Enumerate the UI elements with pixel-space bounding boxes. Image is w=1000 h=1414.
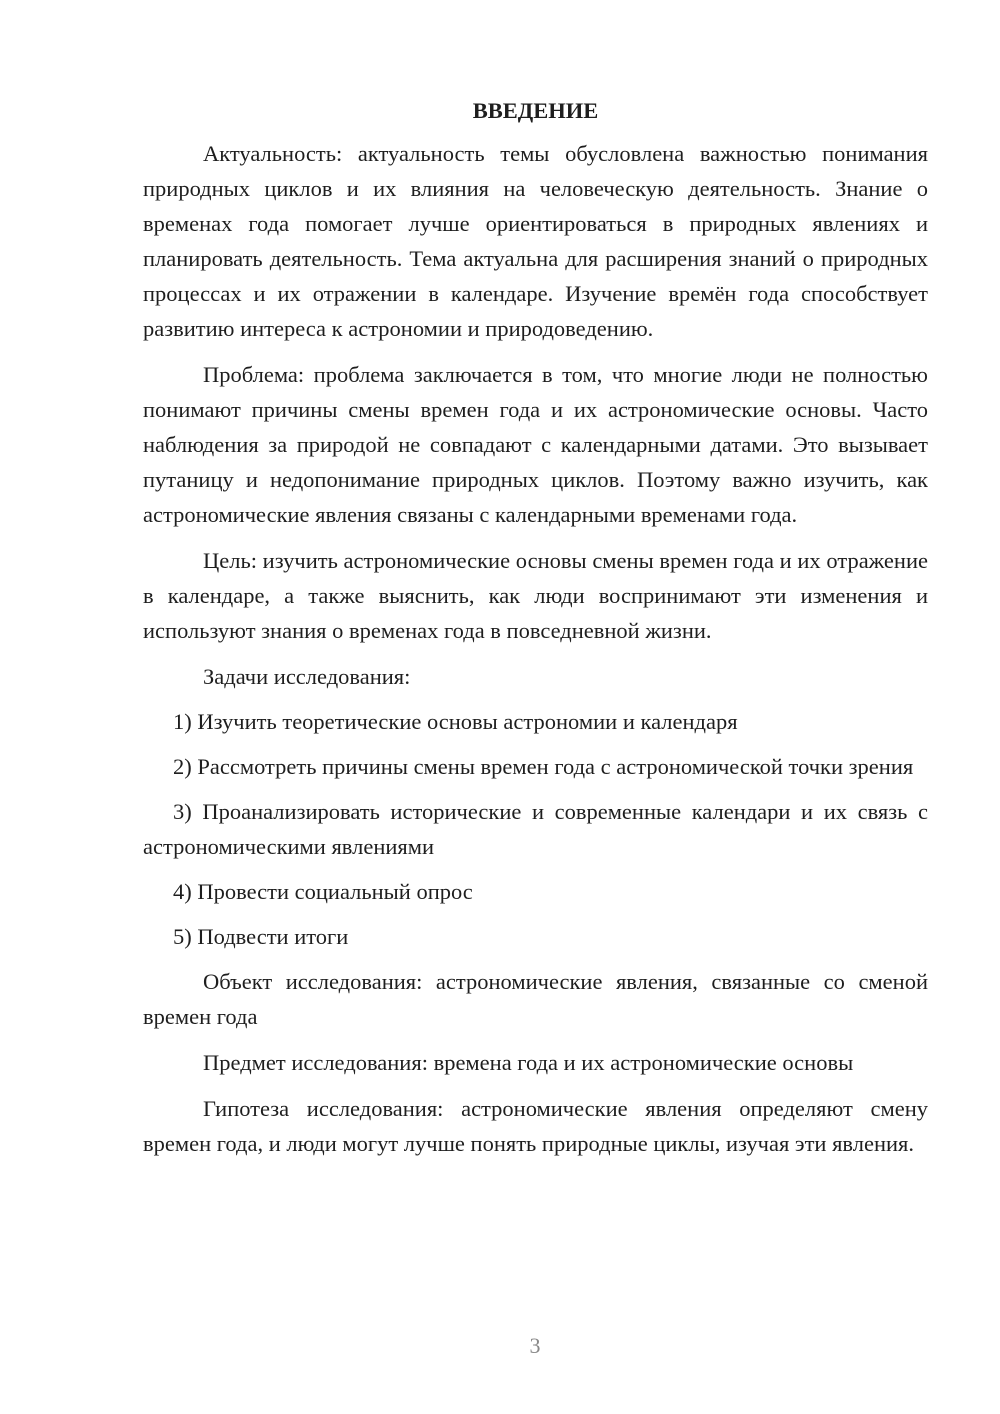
list-item: 4) Провести социальный опрос (173, 879, 473, 904)
goal-paragraph: Цель: изучить астрономические основы смены времен года и их отражение в календаре, а также выяснить, как люди воспринимают эти изменения и используют знания о временах года в повседневной жизни. (143, 548, 928, 643)
page-number: 3 (529, 1333, 541, 1358)
problem-paragraph: Проблема: проблема заключается в том, что многие люди не полностью понимают причины смены времен года и их астрономические основы. Часто наблюдения за природой не совпадают с календарными датами. Это вызывает путаницу и недопонимание природных циклов. Поэтому важно изучить, как астрономические явления связаны с календарными временами года. (143, 362, 928, 527)
tasks-list (143, 704, 928, 954)
tasks-heading: Задачи исследования: (203, 664, 411, 689)
list-item: 3) Проанализировать исторические и современные календари и их связь с астрономическими явлениями (143, 799, 928, 859)
list-item: 2) Рассмотреть причины смены времен года с астрономической точки зрения (173, 754, 914, 779)
hypothesis-paragraph: Гипотеза исследования: астрономические явления определяют смену времен года, и люди могут лучше понять природные циклы, изучая эти явления. (143, 1096, 928, 1156)
subject-paragraph: Предмет исследования: времена года и их астрономические основы (203, 1050, 854, 1075)
list-item: 5) Подвести итоги (173, 924, 349, 949)
document-body (143, 93, 928, 1172)
list-item: 1) Изучить теоретические основы астрономии и календаря (173, 709, 738, 734)
section-title: ВВЕДЕНИЕ (472, 98, 599, 123)
object-paragraph: Объект исследования: астрономические явления, связанные со сменой времен года (143, 969, 928, 1029)
relevance-paragraph: Актуальность: актуальность темы обусловлена важностью понимания природных циклов и их влияния на человеческую деятельность. Знание о временах года помогает лучше ориентироваться в природных явлениях и планировать деятельность. Тема актуальна для расширения знаний о природных процессах и их отражении в календаре. Изучение времён года способствует развитию интереса к астрономии и природоведению. (143, 141, 928, 341)
